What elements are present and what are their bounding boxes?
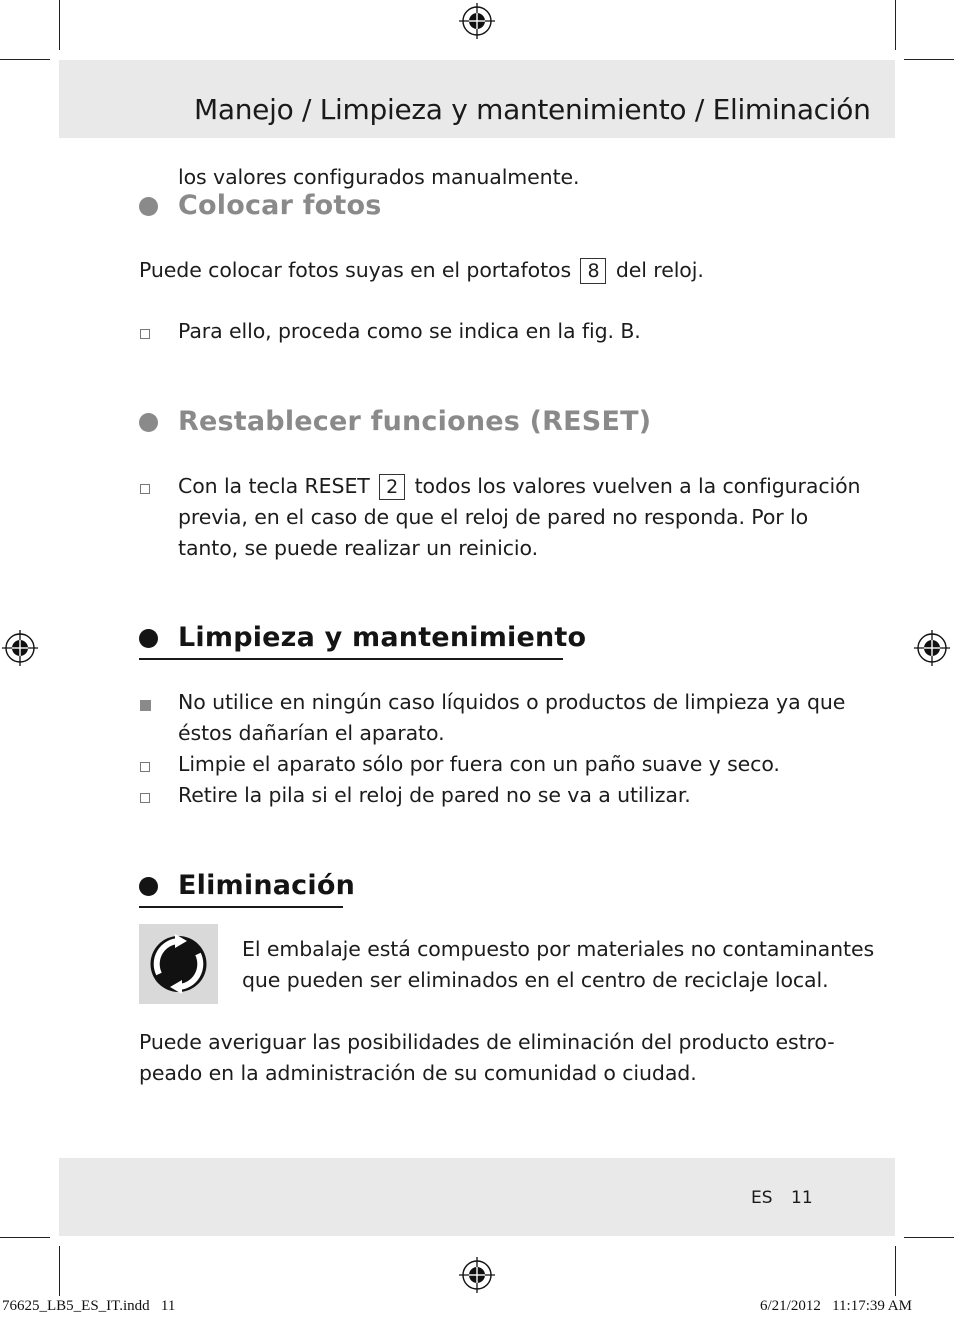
eliminacion-note-line1: El embalaje está compuesto por materiales no contaminantes: [242, 937, 875, 961]
section-title-eliminacion: Eliminación: [178, 870, 356, 901]
crop-mark: [59, 1246, 60, 1296]
reset-text-before: Con la tecla RESET: [178, 474, 370, 498]
footer-language: ES: [751, 1188, 773, 1208]
eliminacion-paragraph-line2: peado en la administración de su comunidad o ciudad.: [139, 1061, 697, 1085]
reset-text-after: todos los valores vuelven a la configuración: [414, 474, 861, 498]
limpieza-item1-line2: éstos dañarían el aparato.: [178, 721, 445, 745]
checkbox-bullet-icon: [140, 762, 150, 772]
slug-timestamp: 6/21/2012 11:17:39 AM: [760, 1298, 912, 1314]
crop-mark: [895, 1246, 896, 1296]
page-number: 11: [791, 1188, 813, 1208]
crop-mark: [895, 0, 896, 50]
crop-mark: [59, 0, 60, 50]
section-title-reset: Restablecer funciones (RESET): [178, 406, 652, 437]
section-title-colocar: Colocar fotos: [178, 190, 382, 221]
crop-mark: [904, 59, 954, 60]
reference-number-box: 8: [580, 258, 606, 284]
section-bullet: [139, 413, 158, 432]
limpieza-item1-line1: No utilice en ningún caso líquidos o productos de limpieza ya que: [178, 690, 846, 714]
green-dot-recycling-icon: [139, 924, 218, 1004]
square-bullet-icon: [140, 700, 151, 711]
eliminacion-paragraph-line1: Puede averiguar las posibilidades de eliminación del producto estro-: [139, 1030, 835, 1054]
section-bullet: [139, 877, 158, 896]
registration-mark-icon: [459, 1257, 495, 1293]
colocar-step: Para ello, proceda como se indica en la fig. B.: [178, 319, 641, 343]
reset-step-line2: previa, en el caso de que el reloj de pared no responda. Por lo: [178, 505, 809, 529]
header-band: [59, 60, 895, 138]
crop-mark: [904, 1237, 954, 1238]
checkbox-bullet-icon: [140, 793, 150, 803]
registration-mark-icon: [459, 3, 495, 39]
slug-filename: 76625_LB5_ES_IT.indd 11: [2, 1298, 176, 1314]
section-underline: [139, 906, 343, 908]
registration-mark-icon: [2, 630, 38, 666]
section-bullet: [139, 197, 158, 216]
colocar-paragraph: [139, 255, 704, 286]
reset-step-line3: tanto, se puede realizar un reinicio.: [178, 536, 539, 560]
intro-text: los valores configurados manualmente.: [178, 165, 580, 189]
crop-mark: [0, 1237, 50, 1238]
colocar-text-after: del reloj.: [615, 258, 704, 282]
footer-band: [59, 1158, 895, 1236]
reset-step-line1: [178, 471, 860, 502]
section-title-limpieza: Limpieza y mantenimiento: [178, 622, 587, 653]
registration-mark-icon: [914, 630, 950, 666]
eliminacion-note-line2: que pueden ser eliminados en el centro de reciclaje local.: [242, 968, 829, 992]
crop-mark: [0, 59, 50, 60]
limpieza-item2: Limpie el aparato sólo por fuera con un paño suave y seco.: [178, 752, 780, 776]
checkbox-bullet-icon: [140, 329, 150, 339]
recycling-arrows-icon: [139, 924, 218, 1004]
colocar-text-before: Puede colocar fotos suyas en el portafotos: [139, 258, 572, 282]
page-title: Manejo / Limpieza y mantenimiento / Eliminación: [194, 93, 871, 126]
limpieza-item3: Retire la pila si el reloj de pared no se va a utilizar.: [178, 783, 691, 807]
checkbox-bullet-icon: [140, 484, 150, 494]
section-underline: [139, 658, 563, 660]
reference-number-box: 2: [379, 474, 405, 500]
section-bullet: [139, 629, 158, 648]
